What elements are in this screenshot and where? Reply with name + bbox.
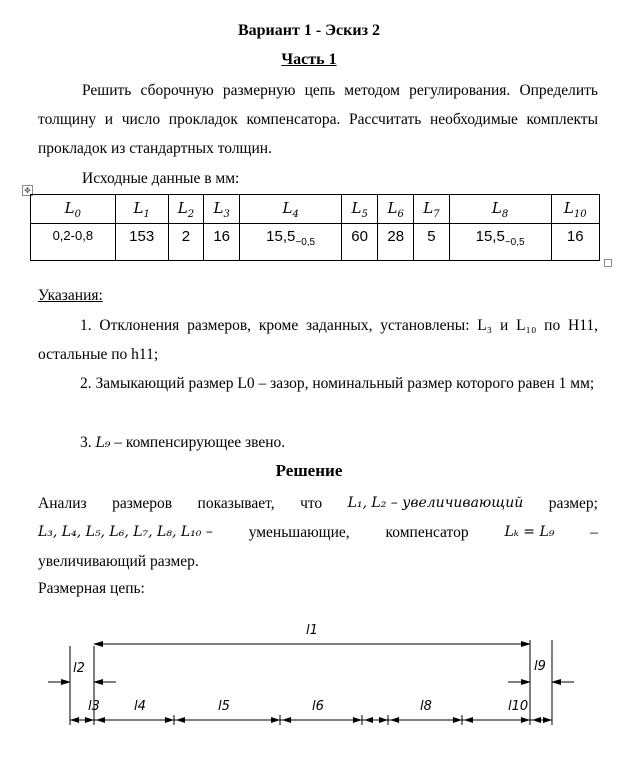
instruction-item-3 — [38, 428, 598, 458]
header-base: L — [351, 198, 362, 217]
table-value-cell — [342, 224, 378, 261]
header-sub: 6 — [397, 208, 404, 220]
analysis-word: что — [300, 495, 323, 512]
instruction-item-3-var: L₉ — [95, 435, 111, 451]
analysis-word: уменьшающие, — [248, 524, 350, 541]
label-l2: l2 — [73, 661, 85, 676]
arrow-mark — [379, 717, 388, 723]
value-main: 15,5 — [266, 228, 296, 245]
analysis-formula: L₃, L₄, L₅, L₆, L₇, L₈, L₁₀ – — [38, 524, 213, 540]
table-header-cell — [115, 195, 168, 224]
analysis-word: размеров — [112, 495, 173, 512]
table-value-cell — [115, 224, 168, 261]
value-tolerance: −0,5 — [295, 237, 316, 248]
value-main: 15,5 — [475, 228, 505, 245]
arrow-mark — [85, 717, 94, 723]
arrow-mark — [543, 717, 552, 723]
analysis-word: Анализ — [38, 495, 87, 512]
table-value-cell — [240, 224, 342, 261]
header-base: L — [64, 198, 75, 217]
header-base: L — [387, 198, 398, 217]
header-base: L — [563, 198, 574, 217]
value-main: 2 — [181, 228, 191, 245]
instruction-item-2: 2. Замыкающий размер L0 – зазор, номинальный размер которого равен 1 мм; — [80, 375, 595, 392]
table-value-cell — [31, 224, 116, 261]
value-main: 16 — [566, 228, 584, 245]
task-text: Решить сборочную размерную цепь методом регулирования. Определить толщину и число прокладок компенсатора. Рассчитать необходимые комплекты прокладок из стандартных толщин. — [38, 82, 598, 157]
table-values-row — [31, 224, 600, 261]
analysis-line-2 — [38, 518, 598, 547]
table-value-cell — [414, 224, 449, 261]
instruction-item-3-prefix: 3. — [80, 434, 96, 451]
analysis-word: компенсатор — [385, 524, 469, 541]
table-value-cell — [378, 224, 414, 261]
label-l4: l4 — [134, 699, 146, 714]
value-main: 5 — [427, 228, 436, 245]
header-sub: 5 — [361, 208, 368, 220]
table-header-cell — [204, 195, 240, 224]
analysis-word: показывает, — [197, 495, 275, 512]
arrow-mark — [521, 717, 530, 723]
label-l6: l6 — [312, 699, 324, 714]
instruction-item-1: 1. Отклонения размеров, кроме заданных, установлены: L₃ и L₁₀ по H11, остальные по h11; — [38, 317, 598, 363]
value-main: 28 — [387, 228, 405, 245]
value-tolerance: −0,5 — [504, 237, 525, 248]
part-heading: Часть 1 — [281, 51, 337, 68]
table-header-cell — [240, 195, 342, 224]
analysis-word: – — [590, 524, 598, 541]
instruction-item-3-suffix: – компенсирующее звено. — [110, 434, 286, 451]
arrow-mark — [364, 717, 373, 723]
table-header-cell — [342, 195, 378, 224]
table-header-cell — [551, 195, 599, 224]
table-header-cell — [449, 195, 551, 224]
table-header-cell — [31, 195, 116, 224]
dimension-chain-diagram — [0, 600, 618, 781]
arrow-mark — [353, 717, 362, 723]
arrow-mark — [453, 717, 462, 723]
data-label: Исходные данные в мм: — [82, 170, 240, 187]
arrow-mark — [271, 717, 280, 723]
label-l1: l1 — [306, 623, 318, 638]
instructions-heading: Указания: — [38, 287, 103, 304]
table-value-cell — [551, 224, 599, 261]
table-move-handle-icon[interactable]: ✥ — [22, 185, 33, 196]
scheme-label: Размерная цепь: — [38, 580, 145, 597]
table-resize-handle-icon[interactable] — [604, 259, 612, 267]
table-header-cell — [168, 195, 203, 224]
label-l5: l5 — [218, 699, 230, 714]
analysis-line-1 — [38, 489, 598, 518]
header-sub: 0 — [74, 208, 81, 220]
analysis-word: размер; — [548, 495, 598, 512]
arrow-mark — [532, 717, 541, 723]
value-main: 60 — [351, 228, 368, 245]
value-main: 0,2-0,8 — [52, 228, 94, 243]
header-base: L — [133, 198, 144, 217]
analysis-line-3: увеличивающий размер. — [38, 553, 199, 570]
input-data-table — [30, 194, 600, 261]
table-header-cell — [378, 195, 414, 224]
header-base: L — [282, 198, 293, 217]
header-base: L — [213, 198, 224, 217]
table-value-cell — [449, 224, 551, 261]
table-value-cell — [168, 224, 203, 261]
arrow-mark — [165, 717, 174, 723]
header-sub: 2 — [187, 208, 195, 220]
label-l8: l8 — [420, 699, 432, 714]
header-base: L — [491, 198, 502, 217]
value-main: 153 — [129, 228, 155, 245]
arrow-mark — [70, 717, 79, 723]
arrow-mark — [390, 717, 399, 723]
header-base: L — [177, 198, 188, 217]
header-base: L — [423, 198, 434, 217]
header-sub: 4 — [292, 208, 299, 220]
analysis-formula: Lₖ = L₉ — [504, 524, 555, 540]
analysis-text — [38, 489, 598, 576]
arrow-mark — [96, 717, 105, 723]
header-sub: 3 — [223, 208, 230, 220]
header-sub: 7 — [433, 208, 440, 220]
table-header-row — [31, 195, 600, 224]
analysis-formula: L₁, L₂ – увеличивающий — [347, 495, 524, 511]
header-sub: 10 — [573, 208, 587, 220]
header-sub: 8 — [501, 208, 509, 220]
arrow-mark — [176, 717, 185, 723]
table-value-cell — [204, 224, 240, 261]
document-title: Вариант 1 - Эскиз 2 — [237, 22, 380, 39]
label-l3: l3 — [88, 699, 100, 714]
value-main: 16 — [213, 228, 230, 245]
arrow-mark — [282, 717, 291, 723]
table-header-cell — [414, 195, 449, 224]
label-l9: l9 — [534, 659, 546, 674]
header-sub: 1 — [143, 208, 150, 220]
arrow-mark — [464, 717, 473, 723]
solution-heading: Решение — [275, 461, 343, 480]
label-l10: l10 — [508, 699, 529, 714]
